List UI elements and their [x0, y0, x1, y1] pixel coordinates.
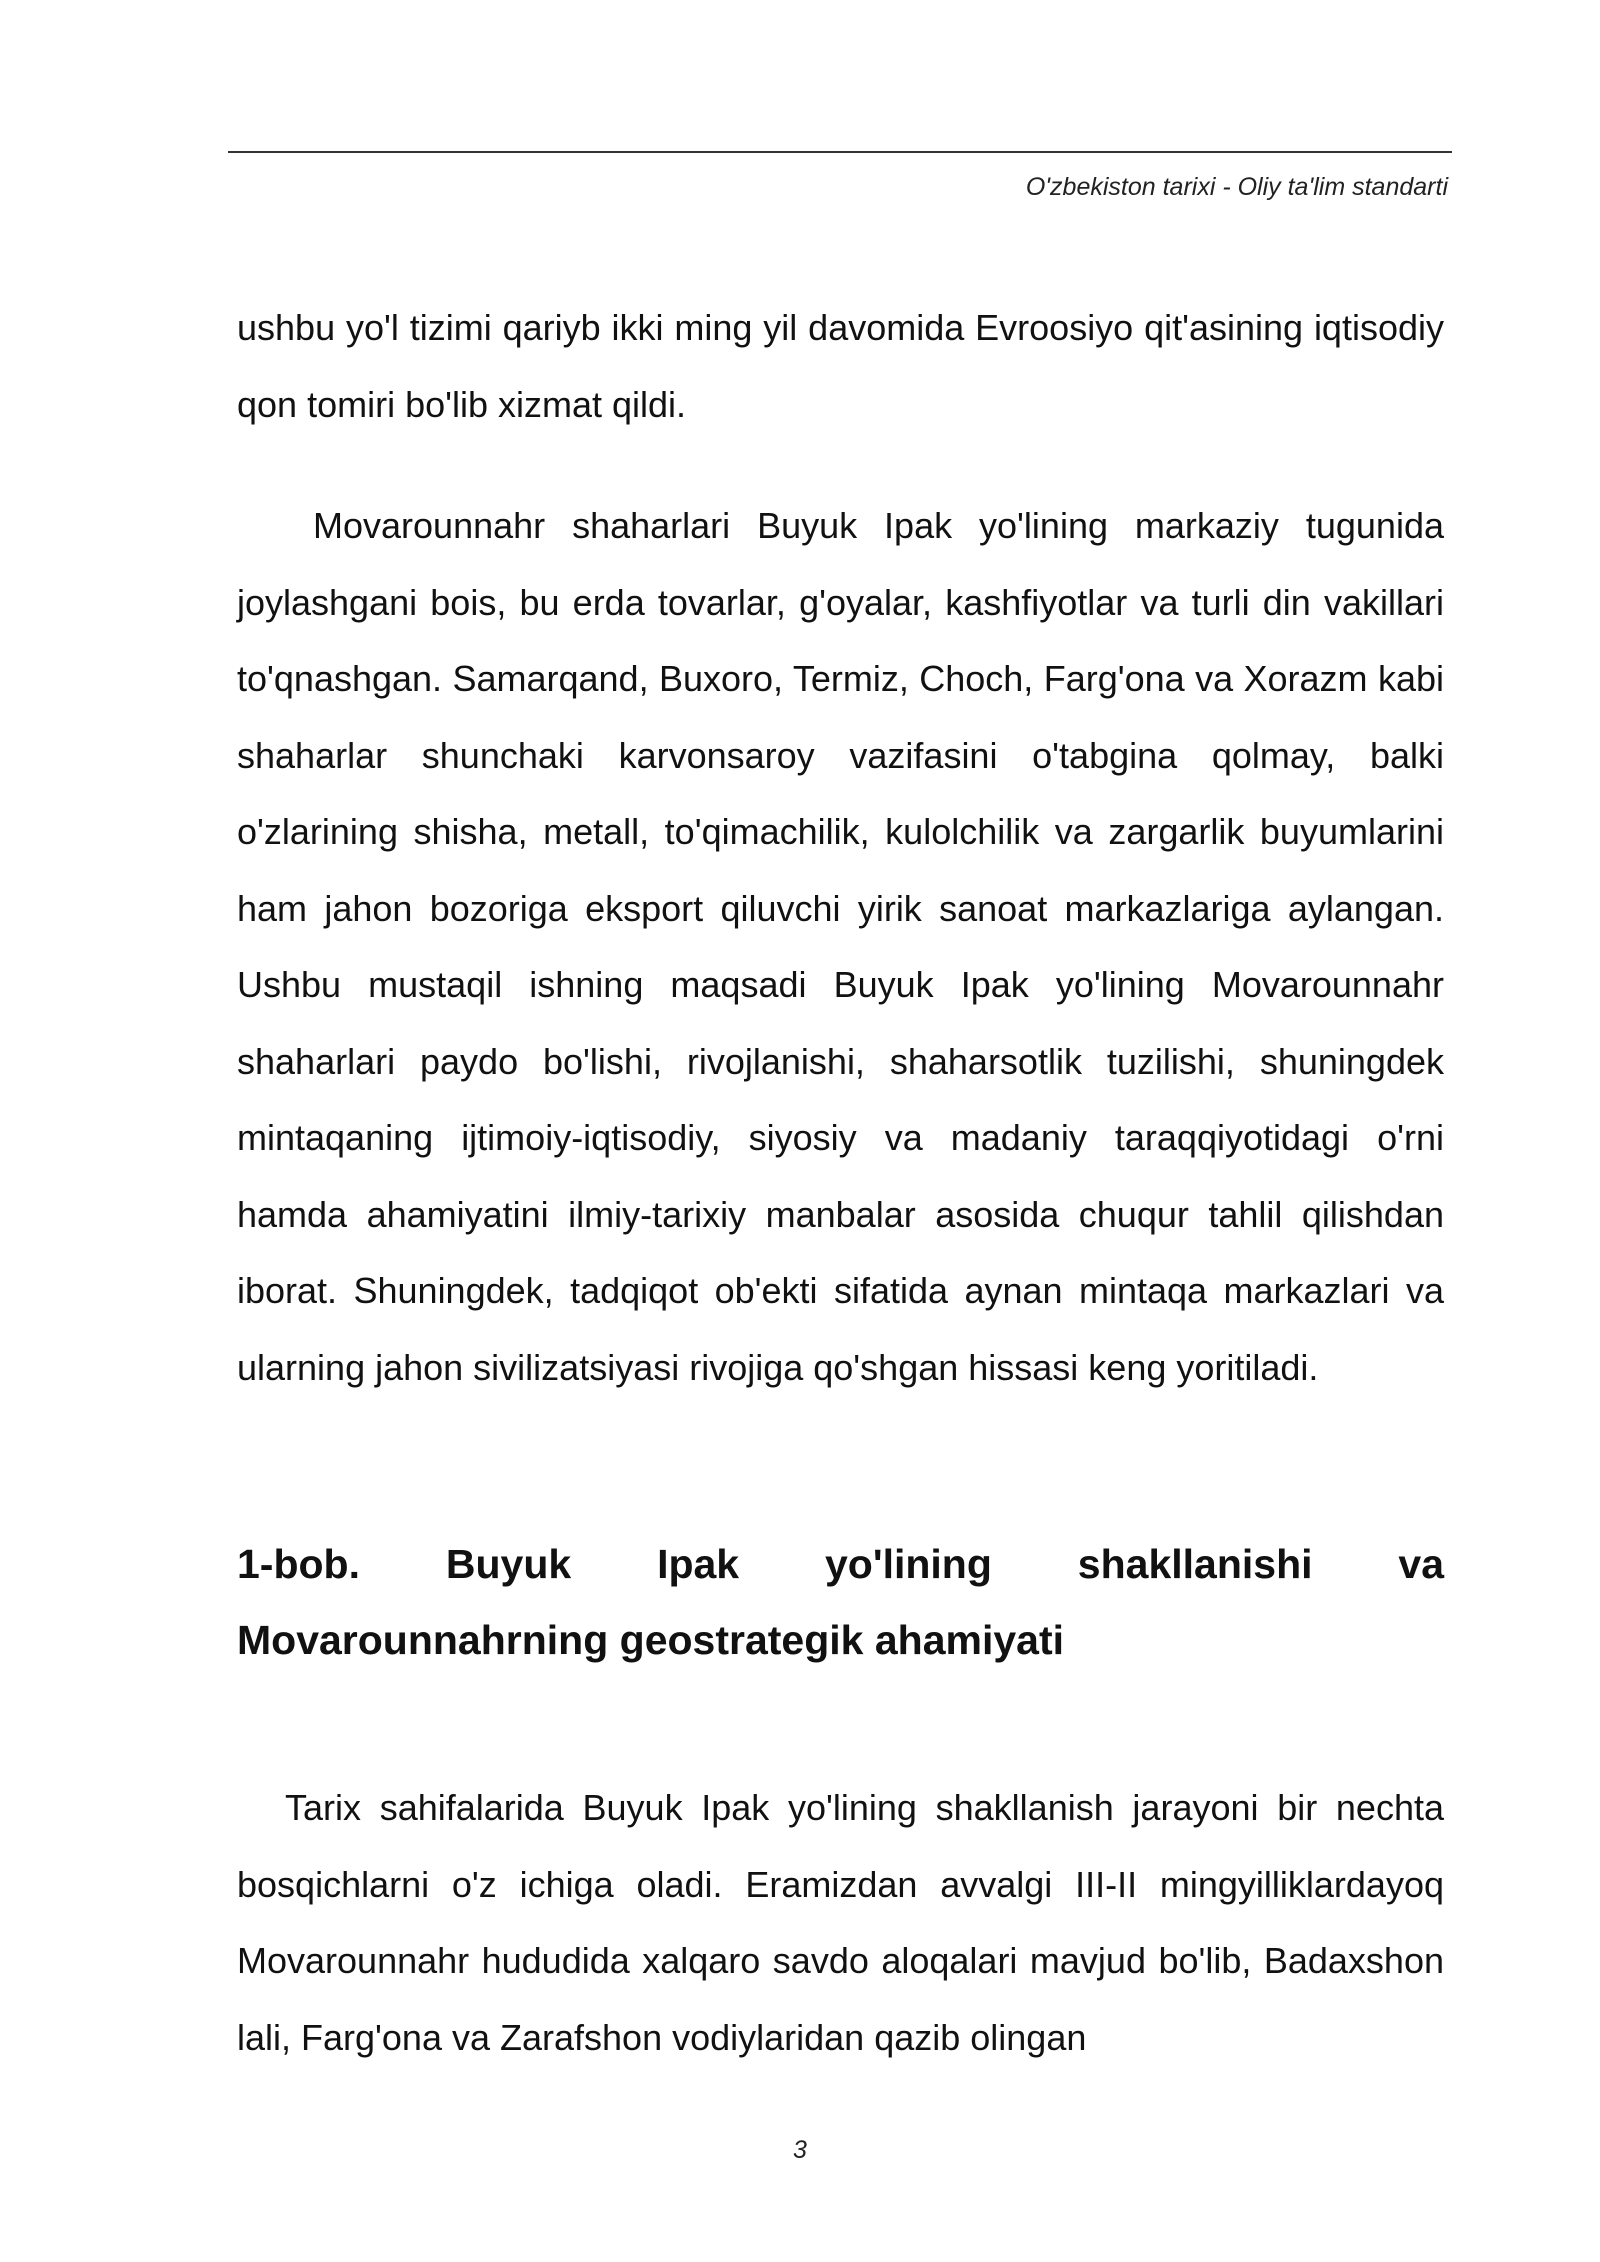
- body-paragraph-1: [237, 290, 1444, 443]
- paragraph-text: ushbu yo'l tizimi qariyb ikki ming yil davomida Evroosiyo qit'asining iqtisodiy qon tomiri bo'lib xizmat qildi.: [237, 307, 1444, 425]
- body-paragraph-3: [237, 1770, 1444, 2076]
- chapter-heading: 1-bob. Buyuk Ipak yo'lining shakllanishi va Movarounnahrning geostrategik ahamiyati: [237, 1541, 1444, 1663]
- body-paragraph-2: [237, 488, 1444, 1406]
- paragraph-text: Movarounnahr shaharlari Buyuk Ipak yo'lining markaziy tugunida joylashgani bois, bu erda tovarlar, g'oyalar, kashfiyotlar va turli din vakillari to'qnashgan. Samarqand, Buxoro, Termiz, Choch, Farg'ona va Xorazm kabi shaharlar shunchaki karvonsaroy vazifasini o'tabgina qolmay, balki o'zlarining shisha, metall, to'qimachilik, kulolchilik va zargarlik buyumlarini ham jahon bozoriga eksport qiluvchi yirik sanoat markazlariga aylangan. Ushbu mustaqil ishning maqsadi Buyuk Ipak yo'lining Movarounnahr shaharlari paydo bo'lishi, rivojlanishi, shaharsotlik tuzilishi, shuningdek mintaqaning ijtimoiy-iqtisodiy, siyosiy va madaniy taraqqiyotidagi o'rni hamda ahamiyatini ilmiy-tarixiy manbalar asosida chuqur tahlil qilishdan iborat. Shuningdek, tadqiqot ob'ekti sifatida aynan mintaqa markazlari va ularning jahon sivilizatsiyasi rivojiga qo'shgan hissasi keng yoritiladi.: [237, 505, 1444, 1388]
- header-rule: [228, 151, 1452, 153]
- paragraph-text: Tarix sahifalarida Buyuk Ipak yo'lining shakllanish jarayoni bir nechta bosqichlarni o'z ichiga oladi. Eramizdan avvalgi III-II mingyilliklardayoq Movarounnahr hududida xalqaro savdo aloqalari mavjud bo'lib, Badaxshon lali, Farg'ona va Zarafshon vodiylaridan qazib olingan: [237, 1787, 1444, 2058]
- running-header: O'zbekiston tarixi - Oliy ta'lim standarti: [1025, 173, 1448, 201]
- page-number: 3: [793, 2136, 807, 2164]
